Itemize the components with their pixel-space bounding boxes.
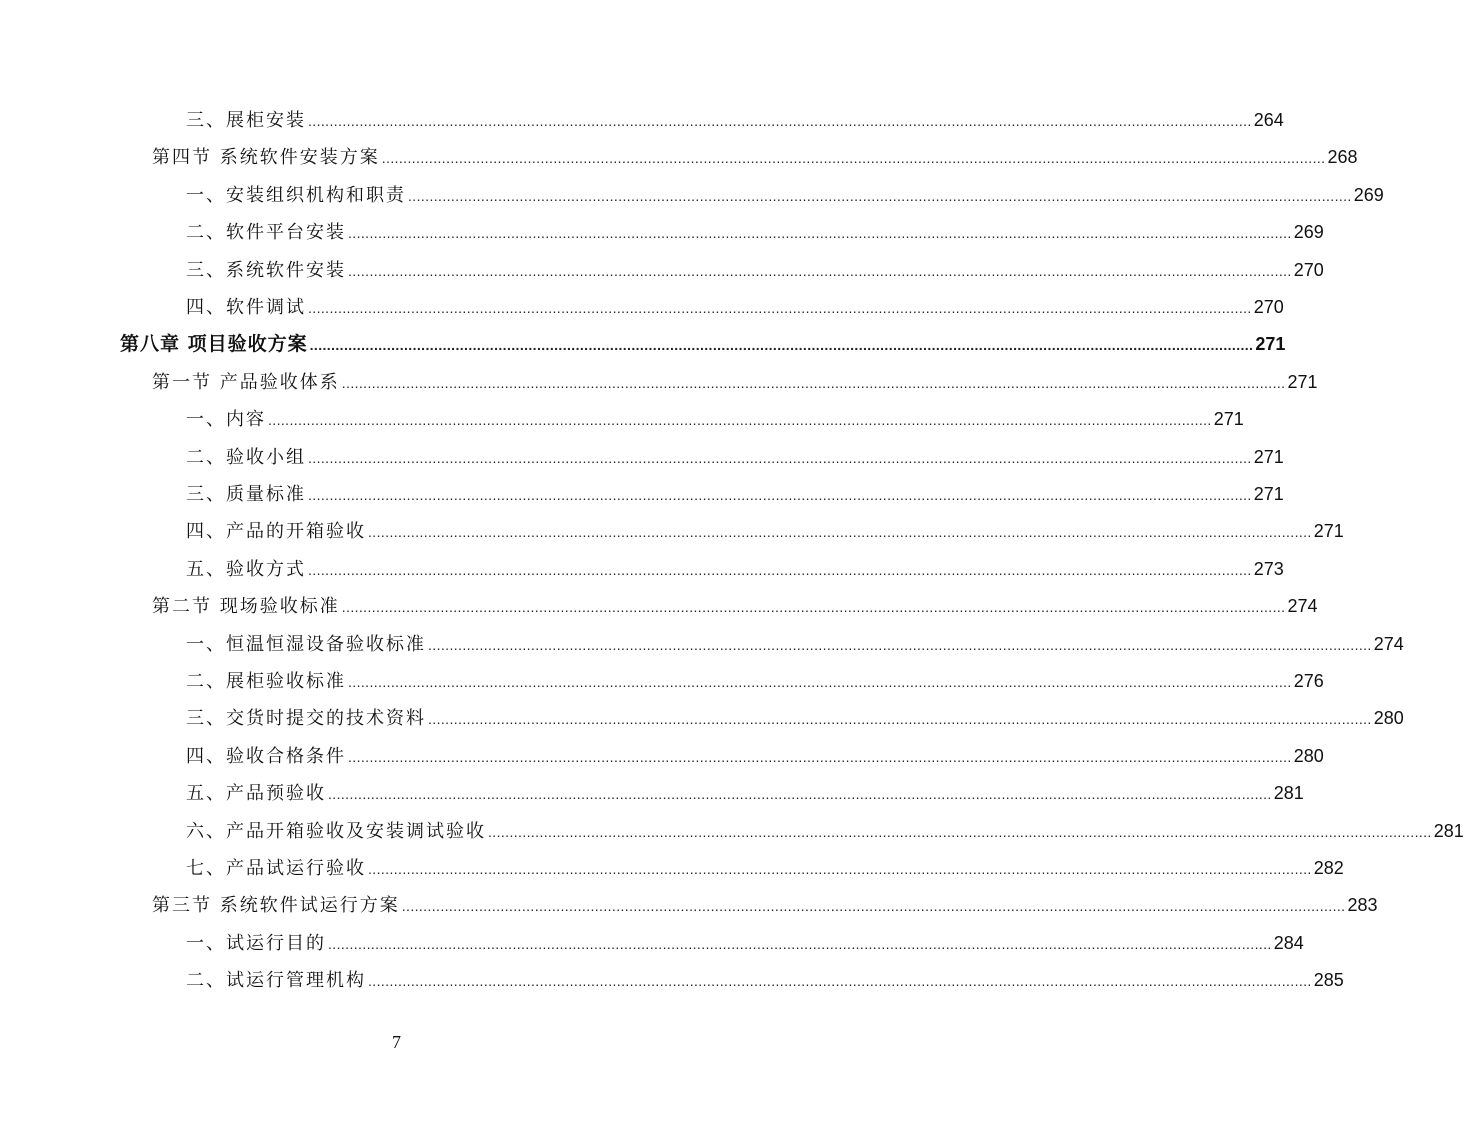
dot-leader: ............................................................................................................................................................................................................................ <box>408 187 1352 204</box>
toc-entry[interactable] <box>152 367 1318 397</box>
toc-entry-title: 三、质量标准 <box>186 484 306 505</box>
toc-entry[interactable] <box>186 816 1464 846</box>
toc-entry-page-number: 273 <box>1253 558 1284 579</box>
toc-entry-page-number: 271 <box>1213 409 1244 430</box>
toc-entry-page-number: 281 <box>1433 820 1464 841</box>
toc-entry-page-number: 274 <box>1373 633 1404 654</box>
toc-entry-page-number: 271 <box>1287 371 1318 392</box>
toc-entry-title: 二、展柜验收标准 <box>186 671 346 692</box>
dot-leader: ............................................................................................................................................................................................................................ <box>328 935 1272 952</box>
toc-entry-page-number: 281 <box>1273 783 1304 804</box>
toc-entry[interactable] <box>186 180 1384 210</box>
toc-entry-page-number: 271 <box>1313 521 1344 542</box>
dot-leader: ............................................................................................................................................................................................................................ <box>348 674 1292 690</box>
toc-entry-page-number: 285 <box>1313 970 1344 991</box>
toc-entry[interactable] <box>186 292 1284 322</box>
toc-entry-title: 七、产品试运行验收 <box>186 858 366 879</box>
toc-entry[interactable] <box>152 142 1358 172</box>
toc-entry-page-number: 269 <box>1293 222 1324 243</box>
toc-entry-page-number: 276 <box>1293 671 1324 691</box>
toc-entry-title: 二、试运行管理机构 <box>186 970 366 992</box>
toc-entry[interactable] <box>152 591 1318 621</box>
dot-leader: ............................................................................................................................................................................................................................ <box>348 225 1292 242</box>
dot-leader: ............................................................................................................................................................................................................................ <box>308 487 1252 503</box>
toc-entry-page-number: 269 <box>1353 184 1384 205</box>
toc-entry-title: 五、产品预验收 <box>186 783 326 805</box>
dot-leader: ............................................................................................................................................................................................................................ <box>428 636 1372 653</box>
toc-entry[interactable] <box>186 554 1284 584</box>
dot-leader: ............................................................................................................................................................................................................................ <box>341 374 1286 391</box>
toc-entry-page-number: 284 <box>1273 932 1304 953</box>
dot-leader: ............................................................................................................................................................................................................................ <box>381 150 1326 167</box>
dot-leader: ............................................................................................................................................................................................................................ <box>308 113 1252 129</box>
toc-entry-title: 一、内容 <box>186 409 266 431</box>
toc-entry[interactable] <box>186 703 1404 733</box>
dot-leader: ............................................................................................................................................................................................................................ <box>341 599 1286 616</box>
toc-entry-title: 第四节 系统软件安装方案 <box>152 147 380 169</box>
toc-entry-title: 五、验收方式 <box>186 558 306 580</box>
toc-entry[interactable] <box>152 890 1378 920</box>
dot-leader: ............................................................................................................................................................................................................................ <box>488 823 1432 840</box>
toc-entry[interactable] <box>186 629 1404 659</box>
toc-entry-page-number: 268 <box>1327 147 1358 168</box>
toc-entry-page-number: 270 <box>1253 297 1284 317</box>
toc-entry[interactable] <box>186 217 1324 247</box>
toc-entry-title: 二、软件平台安装 <box>186 222 346 244</box>
toc-entry-title: 一、试运行目的 <box>186 932 326 954</box>
dot-leader: ............................................................................................................................................................................................................................ <box>401 898 1346 915</box>
toc-entry[interactable] <box>120 329 1286 359</box>
toc-entry-title: 第八章 项目验收方案 <box>120 333 308 356</box>
toc-entry[interactable] <box>186 105 1284 135</box>
toc-entry-title: 四、产品的开箱验收 <box>186 521 366 543</box>
toc-entry-title: 四、软件调试 <box>186 297 306 318</box>
toc-entry[interactable] <box>186 255 1324 285</box>
toc-entry-title: 第二节 现场验收标准 <box>152 596 340 618</box>
toc-entry[interactable] <box>186 853 1344 883</box>
toc-entry-page-number: 271 <box>1255 334 1286 355</box>
toc-entry[interactable] <box>186 404 1244 434</box>
toc-entry-title: 六、产品开箱验收及安装调试验收 <box>186 820 486 842</box>
dot-leader: ............................................................................................................................................................................................................................ <box>308 561 1252 578</box>
toc-entry[interactable] <box>186 778 1304 808</box>
dot-leader: ............................................................................................................................................................................................................................ <box>308 449 1252 466</box>
toc-entry-title: 第一节 产品验收体系 <box>152 371 340 393</box>
toc-entry-page-number: 280 <box>1373 708 1404 729</box>
toc-entry-title: 三、展柜安装 <box>186 110 306 131</box>
toc-entry[interactable] <box>186 965 1344 995</box>
page-number: 7 <box>392 1032 401 1052</box>
toc-entry-page-number: 271 <box>1253 446 1284 467</box>
toc-entry-page-number: 283 <box>1347 895 1378 916</box>
toc-entry[interactable] <box>186 442 1284 472</box>
toc-entry-title: 三、交货时提交的技术资料 <box>186 708 426 730</box>
dot-leader: ............................................................................................................................................................................................................................ <box>368 973 1312 990</box>
toc-entry-title: 三、系统软件安装 <box>186 259 346 281</box>
dot-leader: ............................................................................................................................................................................................................................ <box>368 524 1312 541</box>
toc-entry-title: 一、安装组织机构和职责 <box>186 184 406 206</box>
dot-leader: ............................................................................................................................................................................................................................ <box>309 337 1254 354</box>
toc-entry[interactable] <box>186 666 1324 696</box>
dot-leader: ............................................................................................................................................................................................................................ <box>348 748 1292 765</box>
toc-entry-title: 四、验收合格条件 <box>186 745 346 767</box>
toc-entry-page-number: 280 <box>1293 745 1324 766</box>
toc-entry[interactable] <box>186 516 1344 546</box>
toc-entry[interactable] <box>186 928 1304 958</box>
toc-entry-page-number: 270 <box>1293 259 1324 280</box>
dot-leader: ............................................................................................................................................................................................................................ <box>308 300 1252 316</box>
dot-leader: ............................................................................................................................................................................................................................ <box>428 711 1372 728</box>
dot-leader: ............................................................................................................................................................................................................................ <box>328 786 1272 803</box>
toc-entry[interactable] <box>186 479 1284 509</box>
dot-leader: ............................................................................................................................................................................................................................ <box>368 861 1312 877</box>
toc-entry-page-number: 271 <box>1253 484 1284 504</box>
dot-leader: ............................................................................................................................................................................................................................ <box>268 412 1212 429</box>
toc-entry-page-number: 274 <box>1287 596 1318 617</box>
toc-entry-title: 第三节 系统软件试运行方案 <box>152 895 400 917</box>
toc-entry-title: 二、验收小组 <box>186 446 306 468</box>
toc-entry-page-number: 264 <box>1253 110 1284 130</box>
toc-entry-page-number: 282 <box>1313 858 1344 878</box>
dot-leader: ............................................................................................................................................................................................................................ <box>348 262 1292 279</box>
toc-entry-title: 一、恒温恒湿设备验收标准 <box>186 633 426 655</box>
toc-entry[interactable] <box>186 741 1324 771</box>
